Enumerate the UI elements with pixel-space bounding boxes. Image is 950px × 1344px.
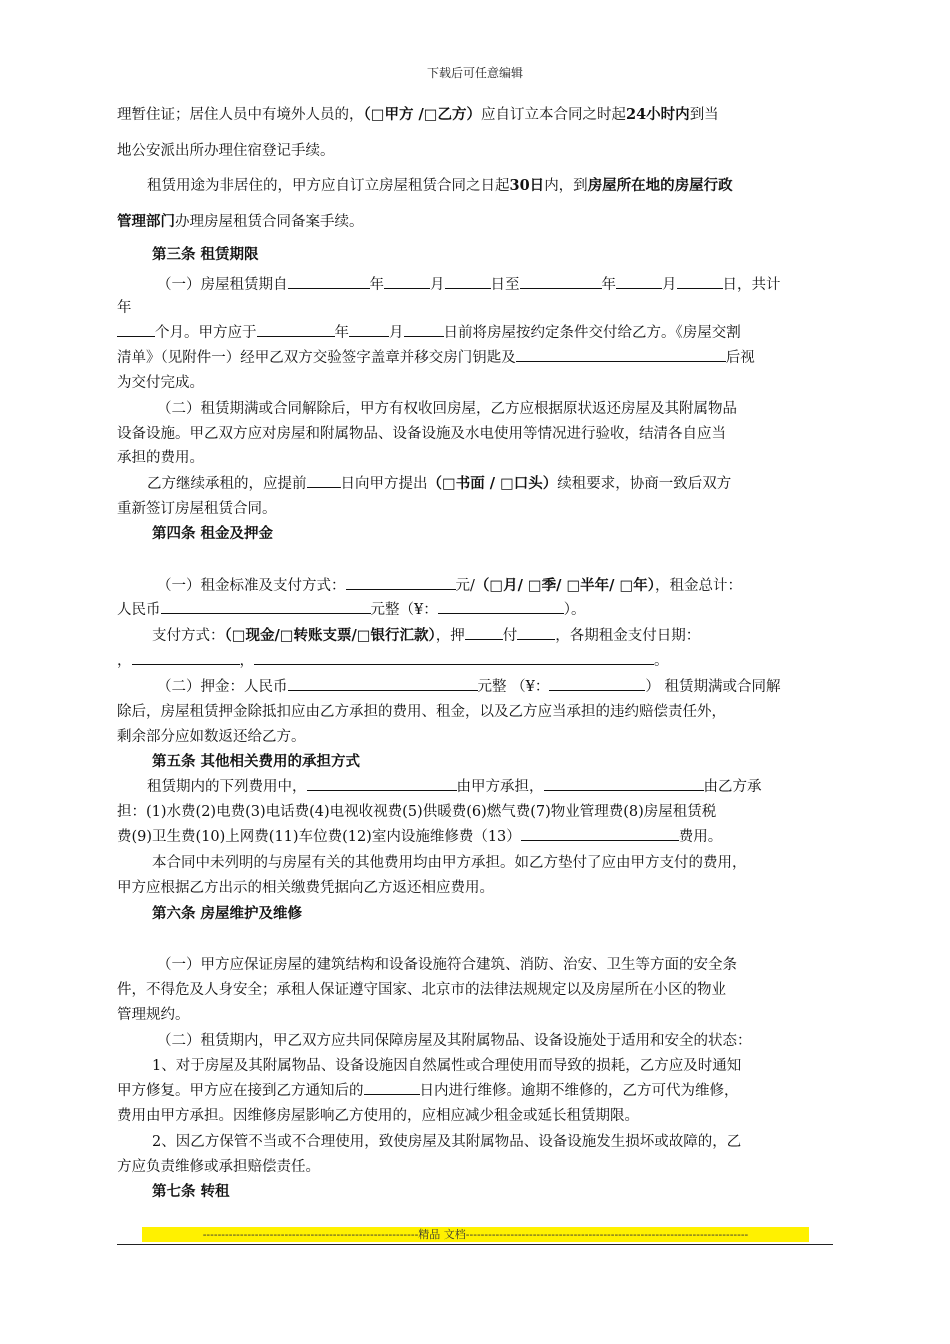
paragraph-line: 担：(1)水费(2)电费(3)电话费(4)电视收视费(5)供暖费(6)燃气费(7)物业管理费(8)房屋租赁税 <box>117 804 717 820</box>
text: （一）房屋租赁期自 <box>157 277 288 293</box>
blank-field[interactable] <box>544 775 704 791</box>
paragraph-line <box>157 273 781 294</box>
blank-field[interactable] <box>384 273 430 289</box>
paragraph-line <box>117 1079 739 1100</box>
text: 年 <box>601 277 616 293</box>
footer-divider <box>117 1244 833 1245</box>
paragraph-line: 为交付完成。 <box>117 375 204 391</box>
blank-field[interactable] <box>521 825 679 841</box>
blank-field[interactable] <box>438 598 564 614</box>
text: ，租金总计： <box>654 578 742 594</box>
paragraph-line <box>147 472 731 493</box>
blank-field[interactable] <box>465 624 503 640</box>
text: 理暂住证；居住人员中有境外人员的， <box>117 107 364 123</box>
paragraph-line: 甲方应根据乙方出示的相关缴费凭据向乙方返还相应费用。 <box>117 880 494 896</box>
text: 办理房屋租赁合同备案手续。 <box>175 214 364 230</box>
text: 由乙方承 <box>703 779 762 795</box>
paragraph-line: 年 <box>117 300 132 316</box>
text: 续租要求，协商一致后双方 <box>557 476 732 492</box>
text: 月 <box>389 325 404 341</box>
text: 元整（¥： <box>370 602 438 618</box>
text: ， <box>239 653 254 669</box>
text: 到当 <box>689 107 719 123</box>
text: ， <box>117 653 132 669</box>
footer-label: 精品 文档 <box>418 1228 466 1241</box>
text: 元/ <box>455 578 475 594</box>
text: 应自订立本合同之时起 <box>481 107 626 123</box>
paragraph-line: 除后，房屋租赁押金除抵扣应由乙方承担的费用、租金，以及乙方应当承担的违约赔偿责任外， <box>117 704 726 720</box>
text: ，各期租金支付日期： <box>555 628 701 644</box>
paragraph-line <box>117 210 364 231</box>
paragraph-line: 承担的费用。 <box>117 450 204 466</box>
paragraph-line <box>117 321 741 342</box>
article-title: 第四条 租金及押金 <box>152 525 274 542</box>
checkbox-choice: （□现金/□转账支票/□银行汇款） <box>224 627 436 644</box>
paragraph-line: （一）甲方应保证房屋的建筑结构和设备设施符合建筑、消防、治安、卫生等方面的安全条 <box>157 957 737 973</box>
blank-field[interactable] <box>161 598 371 614</box>
blank-field[interactable] <box>364 1079 420 1095</box>
text: 费(9)卫生费(10)上网费(11)车位费(12)室内设施维修费（13） <box>117 829 521 845</box>
article-title: 第七条 转租 <box>152 1183 230 1200</box>
paragraph-line: 设备设施。甲乙双方应对房屋和附属物品、设备设施及水电使用等情况进行验收，结清各自应当 <box>117 426 726 442</box>
blank-field[interactable] <box>517 624 555 640</box>
paragraph-line: 件，不得危及人身安全；承租人保证遵守国家、北京市的法律法规规定以及房屋所在小区的物业 <box>117 982 726 998</box>
text: 日至 <box>490 277 520 293</box>
blank-field[interactable] <box>288 273 370 289</box>
paragraph-line <box>152 624 700 645</box>
footer-banner <box>142 1227 809 1242</box>
text: 甲方修复。甲方应在接到乙方通知后的 <box>117 1083 364 1099</box>
text: 乙方继续承租的，应提前 <box>147 476 307 492</box>
paragraph-line: 管理规约。 <box>117 1007 190 1023</box>
deadline-text: 24小时内 <box>626 106 690 123</box>
text: 。 <box>654 653 669 669</box>
blank-field[interactable] <box>307 472 341 488</box>
checkbox-choice: （□月/ □季/ □半年/ □年） <box>474 577 655 594</box>
text: 元整 （¥： <box>477 679 550 695</box>
blank-field[interactable] <box>404 321 444 337</box>
text: 月 <box>662 277 677 293</box>
text: ）。 <box>563 602 586 618</box>
paragraph-line: 2、因乙方保管不当或不合理使用，致使房屋及其附属物品、设备设施发生损坏或故障的，乙 <box>152 1134 742 1150</box>
text: 租赁用途为非居住的，甲方应自订立房屋租赁合同之日起 <box>147 178 510 194</box>
blank-field[interactable] <box>549 675 645 691</box>
text: 内，到 <box>544 178 588 194</box>
text: 支付方式： <box>152 628 225 644</box>
article-title: 第六条 房屋维护及维修 <box>152 905 303 922</box>
text: 年 <box>369 277 384 293</box>
paragraph-line: （二）租赁期内，甲乙双方应共同保障房屋及其附属物品、设备设施处于适用和安全的状态： <box>157 1033 752 1049</box>
authority-text: 房屋所在地的房屋行政 <box>587 177 733 194</box>
paragraph-line: 费用由甲方承担。因维修房屋影响乙方使用的，应相应减少租金或延长租赁期限。 <box>117 1108 639 1124</box>
paragraph-line: （二）租赁期满或合同解除后，甲方有权收回房屋，乙方应根据原状返还房屋及其附属物品 <box>157 401 737 417</box>
checkbox-choice: （□甲方 /□乙方） <box>363 106 481 123</box>
text: 后视 <box>725 350 755 366</box>
paragraph-line <box>157 675 780 696</box>
paragraph-line <box>117 825 722 846</box>
page-header: 下载后可任意编辑 <box>426 66 523 80</box>
text: （二）押金：人民币 <box>157 679 288 695</box>
blank-field[interactable] <box>520 273 602 289</box>
paragraph-line <box>117 346 755 367</box>
paragraph-line: 重新签订房屋租赁合同。 <box>117 501 277 517</box>
text: 日，共计 <box>722 277 781 293</box>
paragraph-line: 方应负责维修或承担赔偿责任。 <box>117 1159 320 1175</box>
footer-dashes: ---------------------------------------------------------- <box>202 1228 419 1241</box>
paragraph-line: 本合同中未列明的与房屋有关的其他费用均由甲方承担。如乙方垫付了应由甲方支付的费用， <box>152 855 747 871</box>
text: 付 <box>502 628 518 644</box>
text: （一）租金标准及支付方式： <box>157 578 346 594</box>
blank-field[interactable] <box>254 649 654 665</box>
blank-field[interactable] <box>616 273 662 289</box>
paragraph-line: 剩余部分应如数返还给乙方。 <box>117 729 306 745</box>
blank-field[interactable] <box>677 273 723 289</box>
text: ） 租赁期满或合同解 <box>645 679 781 695</box>
blank-field[interactable] <box>307 775 457 791</box>
paragraph-line <box>117 103 719 124</box>
paragraph-line <box>147 775 762 796</box>
text: 日前将房屋按约定条件交付给乙方。《房屋交割 <box>443 325 741 341</box>
text: ，押 <box>435 628 465 644</box>
blank-field[interactable] <box>349 321 389 337</box>
blank-field[interactable] <box>257 321 335 337</box>
text: 月 <box>430 277 445 293</box>
footer-dashes: ---------------------------------------------------------------------------- <box>465 1228 749 1241</box>
blank-field[interactable] <box>516 346 726 362</box>
paragraph-line <box>147 174 733 195</box>
text: 日向甲方提出 <box>340 476 428 492</box>
text: 人民币 <box>117 602 161 618</box>
paragraph-line <box>117 649 669 670</box>
text: 租赁期内的下列费用中， <box>147 779 307 795</box>
text: 由甲方承担， <box>456 779 544 795</box>
checkbox-choice: （□书面 / □口头） <box>427 475 558 492</box>
text: 费用。 <box>678 829 723 845</box>
blank-field[interactable] <box>117 321 155 337</box>
authority-text: 管理部门 <box>117 213 175 230</box>
paragraph-line <box>117 598 585 619</box>
deadline-text: 30日 <box>509 177 545 194</box>
text: 个月。甲方应于 <box>155 325 257 341</box>
paragraph-line: 地公安派出所办理住宿登记手续。 <box>117 143 335 159</box>
blank-field[interactable] <box>132 649 240 665</box>
text: 年 <box>334 325 349 341</box>
blank-field[interactable] <box>288 675 478 691</box>
paragraph-line: 1、对于房屋及其附属物品、设备设施因自然属性或合理使用而导致的损耗，乙方应及时通知 <box>152 1058 742 1074</box>
text: 日内进行维修。逾期不维修的，乙方可代为维修， <box>419 1083 739 1099</box>
text: 清单》（见附件一）经甲乙双方交验签字盖章并移交房门钥匙及 <box>117 350 516 366</box>
article-title: 第五条 其他相关费用的承担方式 <box>152 753 361 770</box>
blank-field[interactable] <box>445 273 491 289</box>
article-title: 第三条 租赁期限 <box>152 246 259 263</box>
paragraph-line <box>157 574 742 595</box>
blank-field[interactable] <box>346 574 456 590</box>
